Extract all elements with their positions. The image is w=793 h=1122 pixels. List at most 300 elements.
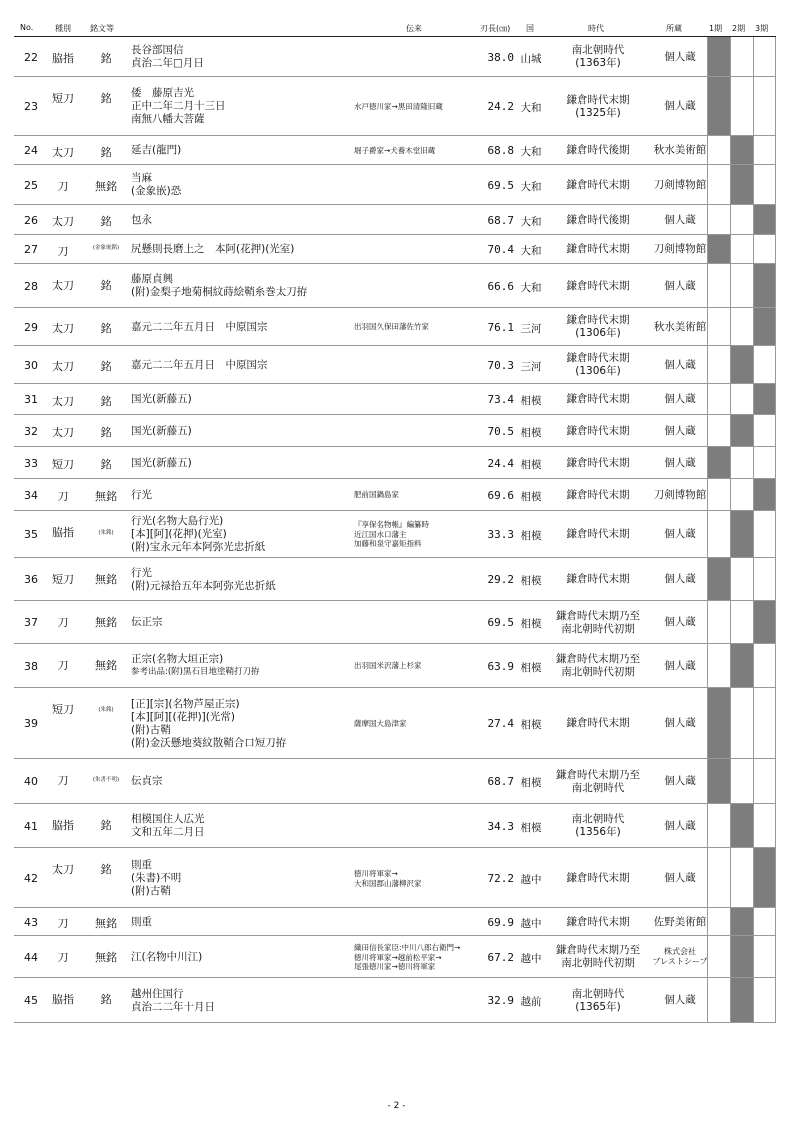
sword-type: 短刀 — [52, 92, 74, 105]
owner-line: 個人蔵 — [664, 100, 696, 112]
era — [546, 573, 650, 586]
inscription-type: 無銘 — [95, 616, 117, 629]
era — [546, 352, 650, 378]
period-1-cell — [707, 644, 730, 687]
table-row — [14, 511, 776, 558]
inscription-line: (附)元禄拾五年本阿弥光忠折紙 — [131, 580, 276, 592]
period-3-cell — [753, 936, 776, 977]
inscription-line: [本][阿][(花押)](光常) — [131, 711, 235, 723]
table-row — [14, 601, 776, 644]
inscription-line: 正宗(名物大垣正宗) — [131, 653, 224, 665]
owner-line: 個人蔵 — [664, 820, 696, 832]
period-3-cell — [753, 978, 776, 1022]
era-line: 南北朝時代 — [571, 813, 625, 825]
period-3-cell — [753, 77, 776, 135]
row-number: 45 — [24, 994, 38, 1007]
province: 三河 — [520, 361, 542, 373]
inscription-type: (朱銘) — [98, 530, 114, 536]
era-line: 鎌倉時代末期 — [566, 916, 630, 928]
provenance — [354, 943, 460, 972]
period-1-cell — [707, 511, 730, 557]
owner — [650, 52, 710, 63]
era-line: 鎌倉時代末期乃至 — [556, 769, 640, 781]
row-number: 43 — [24, 916, 38, 929]
period-3-cell — [753, 479, 776, 510]
blade-length: 38.0 — [487, 51, 514, 64]
inscription-line: 貞治二二年十月日 — [131, 1001, 215, 1013]
blade-length: 76.1 — [487, 321, 514, 334]
province: 相模 — [520, 575, 542, 587]
row-number: 35 — [24, 528, 38, 541]
blade-length: 32.9 — [487, 994, 514, 1007]
province: 大和 — [520, 282, 542, 294]
era-line: 南北朝時代初期 — [561, 666, 635, 678]
era-line: 南北朝時代初期 — [561, 623, 635, 635]
catalog-table — [14, 18, 776, 1023]
inscription-text — [131, 87, 226, 126]
blade-length: 68.8 — [487, 144, 514, 157]
blade-length: 67.2 — [487, 951, 514, 964]
inscription-line: 伝正宗 — [131, 616, 163, 628]
inscription-type: 銘 — [100, 819, 112, 832]
page-number: - 2 - — [387, 1101, 406, 1111]
era — [546, 280, 650, 293]
period-2-cell — [730, 205, 753, 234]
row-number: 40 — [24, 775, 38, 788]
period-2-cell — [730, 848, 753, 907]
period-1-cell — [707, 558, 730, 600]
owner — [650, 947, 710, 967]
province: 越前 — [520, 996, 542, 1008]
inscription-line: 行光 — [131, 489, 152, 501]
sword-type: 短刀 — [52, 573, 74, 586]
sword-type: 脇指 — [52, 526, 74, 539]
sword-type: 太刀 — [52, 360, 74, 373]
era-line: (1356年) — [575, 826, 621, 838]
row-number: 28 — [24, 280, 38, 293]
inscription-type: 銘 — [100, 146, 112, 159]
province: 三河 — [520, 323, 542, 335]
inscription-text — [131, 567, 276, 593]
province: 山城 — [520, 53, 542, 65]
period-3-cell — [753, 384, 776, 414]
blade-length: 70.5 — [487, 425, 514, 438]
province: 越中 — [520, 953, 542, 965]
inscription-line: (附)古鞘 — [131, 724, 171, 736]
period-2-cell — [730, 479, 753, 510]
row-number: 24 — [24, 144, 38, 157]
era-line: 鎌倉時代末期 — [566, 528, 630, 540]
era-line: 鎌倉時代後期 — [566, 214, 630, 226]
provenance-line: 堀子爵家→犬養木堂旧蔵 — [354, 146, 436, 155]
owner-line: 個人蔵 — [664, 573, 696, 585]
provenance — [354, 322, 429, 332]
provenance-line: 水戸徳川家→黒田清隆旧蔵 — [354, 102, 443, 111]
provenance-line: 徳川将軍家→ — [354, 869, 398, 878]
era-line: 南北朝時代初期 — [561, 957, 635, 969]
era — [546, 988, 650, 1014]
era — [546, 489, 650, 502]
era-line: (1365年) — [575, 1001, 621, 1013]
owner-line: 秋水美術館 — [653, 321, 707, 333]
table-row — [14, 165, 776, 205]
inscription-text — [131, 916, 152, 929]
row-number: 23 — [24, 100, 38, 113]
period-1-cell — [707, 37, 730, 76]
table-row — [14, 936, 776, 978]
blade-length: 70.3 — [487, 359, 514, 372]
sword-type: 刀 — [57, 659, 69, 672]
inscription-line: 国光(新藤五) — [131, 457, 192, 469]
period-3-cell — [753, 235, 776, 263]
inscription-type: 銘 — [100, 215, 112, 228]
inscription-line: 藤原貞興 — [131, 273, 173, 285]
era — [546, 653, 650, 679]
era-line: 鎌倉時代末期 — [566, 393, 630, 405]
owner — [650, 917, 710, 928]
blade-length: 69.6 — [487, 489, 514, 502]
inscription-line: 国光(新藤五) — [131, 393, 192, 405]
row-number: 41 — [24, 820, 38, 833]
blade-length: 27.4 — [487, 717, 514, 730]
sword-type: 刀 — [57, 917, 69, 930]
period-3-cell — [753, 136, 776, 164]
table-row — [14, 479, 776, 511]
header-inscription-type: 銘文等 — [90, 24, 114, 33]
table-row — [14, 848, 776, 908]
period-2-cell — [730, 235, 753, 263]
row-number: 36 — [24, 573, 38, 586]
header-length: 刃長(㎝) — [480, 24, 511, 33]
sword-type: 刀 — [57, 180, 69, 193]
inscription-line: 嘉元二二年五月日 中原国宗 — [131, 359, 268, 371]
era — [546, 243, 650, 256]
province: 大和 — [520, 216, 542, 228]
province: 相模 — [520, 427, 542, 439]
era — [546, 144, 650, 157]
provenance-line: 出羽国米沢藩上杉家 — [354, 661, 422, 670]
owner — [650, 244, 710, 255]
reference-exhibit: 参考出品:(附)黒石目地塗鞘打刀拵 — [131, 667, 260, 677]
blade-length: 69.9 — [487, 916, 514, 929]
era — [546, 717, 650, 730]
inscription-line: 延吉(龍門) — [131, 144, 182, 156]
owner — [650, 322, 710, 333]
owner — [650, 617, 710, 628]
inscription-line: 伝貞宗 — [131, 775, 163, 787]
row-number: 22 — [24, 51, 38, 64]
era-line: 南北朝時代 — [571, 988, 625, 1000]
sword-type: 短刀 — [52, 458, 74, 471]
provenance — [354, 869, 422, 888]
period-3-cell — [753, 447, 776, 478]
table-row — [14, 688, 776, 759]
period-2-cell — [730, 688, 753, 758]
inscription-text — [131, 321, 268, 334]
row-number: 44 — [24, 951, 38, 964]
inscription-line: 尻懸則長磨上之 本阿(花押)(光室) — [131, 243, 295, 255]
sword-type: 太刀 — [52, 426, 74, 439]
provenance-line: 近江国水口藩主 — [354, 529, 407, 539]
inscription-line: 文和五年二月日 — [131, 826, 205, 838]
provenance-line: 『享保名物帳』編纂時 — [354, 520, 429, 529]
province: 相模 — [520, 459, 542, 471]
inscription-line: (附)金沃懸地葵紋散鞘合口短刀拵 — [131, 737, 287, 749]
inscription-line: 貞治二年□月日 — [131, 57, 204, 69]
table-row — [14, 558, 776, 601]
sword-type: 脇指 — [52, 819, 74, 832]
period-1-cell — [707, 688, 730, 758]
owner — [650, 529, 710, 540]
inscription-line: 相模国住人広光 — [131, 813, 205, 825]
owner — [650, 873, 710, 884]
inscription-type: 無銘 — [95, 917, 117, 930]
period-2-cell — [730, 346, 753, 383]
inscription-type: (朱書不明) — [92, 777, 120, 783]
sword-type: 刀 — [57, 490, 69, 503]
inscription-type: 銘 — [100, 426, 112, 439]
owner-line: 個人蔵 — [664, 214, 696, 226]
era — [546, 214, 650, 227]
header-period-3: 3期 — [755, 24, 769, 33]
owner-line: 株式会社 — [664, 947, 696, 956]
owner-line: 個人蔵 — [664, 359, 696, 371]
era — [546, 179, 650, 192]
blade-length: 66.6 — [487, 280, 514, 293]
header-owner: 所蔵 — [666, 24, 682, 33]
owner — [650, 661, 710, 672]
inscription-text — [131, 393, 192, 406]
table-row — [14, 346, 776, 384]
owner-line: 個人蔵 — [664, 51, 696, 63]
period-2-cell — [730, 936, 753, 977]
header-period-1: 1期 — [709, 24, 723, 33]
blade-length: 24.2 — [487, 100, 514, 113]
inscription-line: 則重 — [131, 859, 152, 871]
inscription-line: 当麻 — [131, 172, 152, 184]
era — [546, 393, 650, 406]
era-line: 鎌倉時代後期 — [566, 144, 630, 156]
period-1-cell — [707, 936, 730, 977]
inscription-text — [131, 813, 205, 839]
owner — [650, 394, 710, 405]
period-2-cell — [730, 759, 753, 803]
owner — [650, 360, 710, 371]
period-1-cell — [707, 264, 730, 307]
province: 相模 — [520, 777, 542, 789]
era-line: 鎌倉時代末期 — [566, 457, 630, 469]
era — [546, 813, 650, 839]
sword-type: 太刀 — [52, 215, 74, 228]
inscription-line: 則重 — [131, 916, 152, 928]
blade-length: 34.3 — [487, 820, 514, 833]
period-2-cell — [730, 558, 753, 600]
sword-type: 脇指 — [52, 52, 74, 65]
period-3-cell — [753, 759, 776, 803]
header-no: No. — [20, 23, 34, 32]
era-line: 鎌倉時代末期 — [566, 179, 630, 191]
era-line: 南北朝時代 — [571, 44, 625, 56]
inscription-text — [131, 172, 181, 198]
owner-line: 個人蔵 — [664, 280, 696, 292]
era-line: 鎌倉時代末期 — [566, 425, 630, 437]
period-2-cell — [730, 136, 753, 164]
period-1-cell — [707, 77, 730, 135]
inscription-line: 行光 — [131, 567, 152, 579]
era-line: 鎌倉時代末期乃至 — [556, 653, 640, 665]
table-row — [14, 908, 776, 936]
row-number: 34 — [24, 489, 38, 502]
sword-type: 太刀 — [52, 322, 74, 335]
owner — [650, 995, 710, 1006]
era-line: 鎌倉時代末期乃至 — [556, 610, 640, 622]
period-3-cell — [753, 908, 776, 935]
era — [546, 872, 650, 885]
owner — [650, 718, 710, 729]
inscription-type: 銘 — [100, 360, 112, 373]
period-2-cell — [730, 165, 753, 204]
inscription-line: 越州住国行 — [131, 988, 184, 1000]
inscription-text — [131, 44, 204, 70]
provenance — [354, 719, 407, 729]
inscription-text — [131, 859, 181, 898]
era-line: 鎌倉時代末期 — [566, 717, 630, 729]
inscription-text — [131, 951, 202, 964]
table-row — [14, 308, 776, 346]
inscription-type: 無銘 — [95, 659, 117, 672]
era — [546, 769, 650, 795]
table-row — [14, 37, 776, 77]
provenance-line: 織田信長家臣:中川八郎右衛門→ — [354, 943, 461, 952]
era — [546, 457, 650, 470]
inscription-line: 国光(新藤五) — [131, 425, 192, 437]
owner-line: 個人蔵 — [664, 528, 696, 540]
era-line: 鎌倉時代末期 — [566, 243, 630, 255]
province: 相模 — [520, 618, 542, 630]
era-line: 南北朝時代 — [571, 782, 625, 794]
period-1-cell — [707, 384, 730, 414]
era-line: 鎌倉時代末期 — [566, 489, 630, 501]
owner — [650, 776, 710, 787]
inscription-type: 銘 — [100, 993, 112, 1006]
inscription-line: 正中二年二月十三日 — [131, 100, 226, 112]
inscription-line: [本][阿](花押)(光室) — [131, 528, 227, 540]
period-2-cell — [730, 308, 753, 345]
owner — [650, 281, 710, 292]
period-1-cell — [707, 165, 730, 204]
row-number: 30 — [24, 359, 38, 372]
province: 相模 — [520, 662, 542, 674]
blade-length: 33.3 — [487, 528, 514, 541]
owner — [650, 180, 710, 191]
sword-type: 短刀 — [52, 703, 74, 716]
period-1-cell — [707, 479, 730, 510]
sword-type: 太刀 — [52, 279, 74, 292]
table-row — [14, 644, 776, 688]
inscription-type: 無銘 — [95, 180, 117, 193]
owner-line: 秋水美術館 — [653, 144, 707, 156]
provenance — [354, 490, 399, 500]
owner-line: 個人蔵 — [664, 994, 696, 1006]
inscription-type: 銘 — [100, 92, 112, 105]
inscription-line: 江(名物中川江) — [131, 951, 203, 963]
era-line: 鎌倉時代末期 — [566, 314, 630, 326]
owner-line: 刀剣博物館 — [653, 489, 707, 501]
blade-length: 29.2 — [487, 573, 514, 586]
owner-line: 個人蔵 — [664, 660, 696, 672]
province: 相模 — [520, 491, 542, 503]
period-3-cell — [753, 511, 776, 557]
row-number: 39 — [24, 717, 38, 730]
period-2-cell — [730, 511, 753, 557]
inscription-text — [131, 616, 163, 629]
period-3-cell — [753, 264, 776, 307]
inscription-text — [131, 457, 192, 470]
owner — [650, 101, 710, 112]
inscription-text — [131, 243, 294, 256]
period-1-cell — [707, 759, 730, 803]
period-2-cell — [730, 804, 753, 847]
era — [546, 44, 650, 70]
period-1-cell — [707, 447, 730, 478]
blade-length: 68.7 — [487, 775, 514, 788]
blade-length: 69.5 — [487, 616, 514, 629]
inscription-text — [131, 144, 181, 157]
row-number: 32 — [24, 425, 38, 438]
era — [546, 425, 650, 438]
era-line: 鎌倉時代末期 — [566, 352, 630, 364]
inscription-text — [131, 653, 260, 679]
sword-type: 刀 — [57, 774, 69, 787]
period-2-cell — [730, 264, 753, 307]
header-province: 国 — [526, 24, 534, 33]
owner-line: 刀剣博物館 — [653, 179, 707, 191]
blade-length: 69.5 — [487, 179, 514, 192]
sword-type: 太刀 — [52, 863, 74, 876]
period-2-cell — [730, 644, 753, 687]
blade-length: 70.4 — [487, 243, 514, 256]
owner — [650, 821, 710, 832]
table-row — [14, 235, 776, 264]
period-1-cell — [707, 308, 730, 345]
blade-length: 72.2 — [487, 872, 514, 885]
sword-type: 脇指 — [52, 993, 74, 1006]
inscription-line: 倭 藤原吉光 — [131, 87, 194, 99]
inscription-line: (朱書)不明 — [131, 872, 182, 884]
province: 大和 — [520, 146, 542, 158]
province: 大和 — [520, 102, 542, 114]
period-3-cell — [753, 688, 776, 758]
inscription-type: (朱銘) — [98, 707, 114, 713]
period-3-cell — [753, 558, 776, 600]
owner-line: 個人蔵 — [664, 393, 696, 405]
table-row — [14, 205, 776, 235]
period-3-cell — [753, 601, 776, 643]
header-period-2: 2期 — [732, 24, 746, 33]
era-line: 鎌倉時代末期 — [566, 94, 630, 106]
table-row — [14, 384, 776, 415]
row-number: 33 — [24, 457, 38, 470]
row-number: 26 — [24, 214, 38, 227]
period-3-cell — [753, 165, 776, 204]
era-line: 鎌倉時代末期 — [566, 872, 630, 884]
era — [546, 314, 650, 340]
owner — [650, 426, 710, 437]
period-1-cell — [707, 908, 730, 935]
table-header — [14, 18, 776, 37]
sword-type: 刀 — [57, 951, 69, 964]
row-number: 27 — [24, 243, 38, 256]
